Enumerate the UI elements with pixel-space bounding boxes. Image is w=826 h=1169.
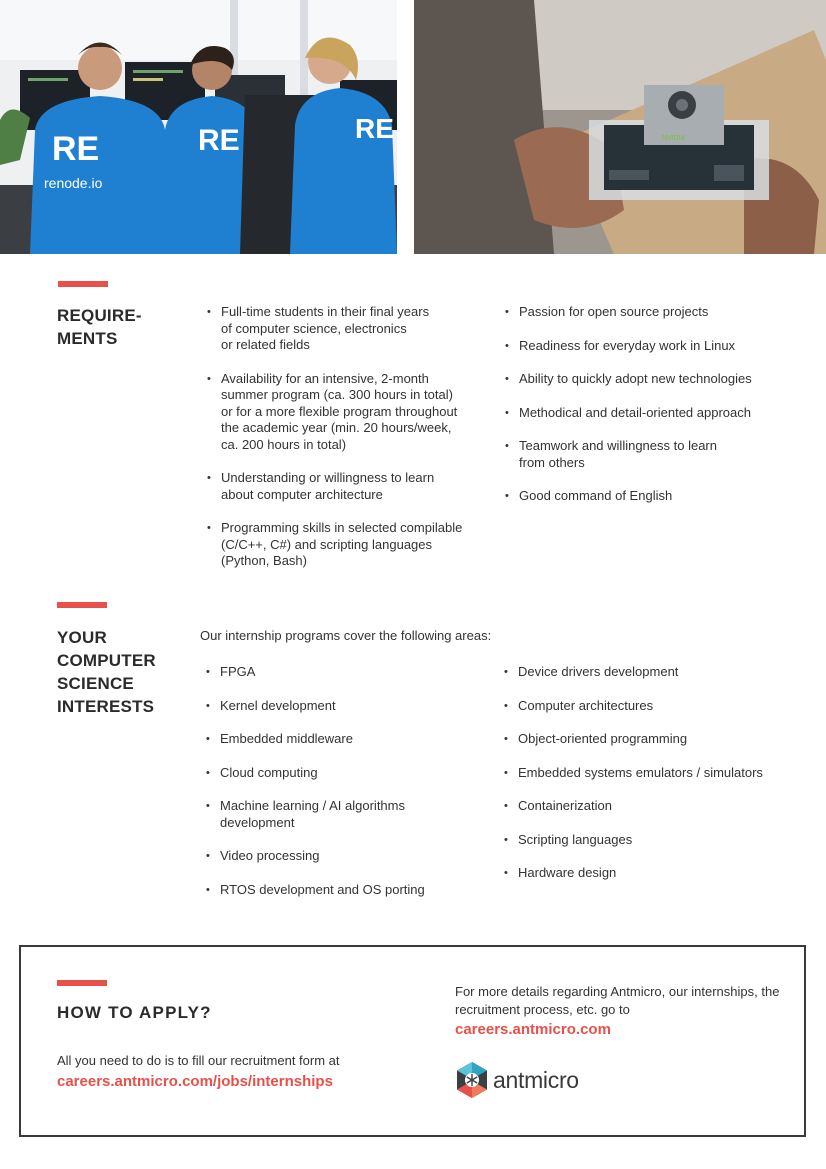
list-item: • Readiness for everyday work in Linux [503, 338, 803, 355]
antmicro-logo [455, 1061, 579, 1099]
hardware-photo [414, 0, 826, 254]
shirt-logo-3: RE [355, 113, 394, 144]
list-item: • Methodical and detail-oriented approach [503, 405, 803, 422]
apply-box [19, 945, 806, 1137]
list-item: • Computer architectures [502, 698, 812, 715]
list-item: • Device drivers development [502, 664, 812, 681]
list-item: • FPGA [204, 664, 489, 681]
list-item: • Machine learning / AI algorithms development [204, 798, 489, 831]
list-item: • Full-time students in their final years of computer science, electronics or related fields [205, 304, 485, 354]
hardware-photo-illustration [414, 0, 826, 254]
shirt-logo-1: RE [52, 130, 100, 168]
shirt-logo-2: RE [198, 124, 240, 157]
list-item: • Object-oriented programming [502, 731, 812, 748]
list-item: • Passion for open source projects [503, 304, 803, 321]
list-item: • Cloud computing [204, 765, 489, 782]
requirements-list-right [503, 304, 803, 505]
antmicro-logo-icon [455, 1061, 489, 1099]
antmicro-logo-text: antmicro [493, 1066, 579, 1093]
list-item: • Kernel development [204, 698, 489, 715]
list-item: • Containerization [502, 798, 812, 815]
interests-list-right [502, 664, 812, 882]
apply-accent-bar [57, 980, 107, 986]
requirements-list-left [205, 304, 485, 570]
interests-list-left [204, 664, 489, 898]
interests-accent-bar [57, 602, 107, 608]
requirements-accent-bar [58, 281, 108, 287]
list-item: • Understanding or willingness to learn about computer architecture [205, 470, 485, 503]
list-item: • Teamwork and willingness to learn from others [503, 438, 803, 471]
list-item: • Good command of English [503, 488, 803, 505]
interests-title: YOUR COMPUTER SCIENCE INTERESTS [57, 628, 156, 716]
internships-link[interactable]: careers.antmicro.com/jobs/internships [57, 1073, 333, 1090]
requirements-title: REQUIRE- MENTS [57, 306, 142, 348]
list-item: • Availability for an intensive, 2-month summer program (ca. 300 hours in total) or for a more flexible program throughout the academic year (min. 20 hours/week, ca. 200 hours in total) [205, 371, 485, 454]
details-text: For more details regarding Antmicro, our internships, the recruitment process, etc. go to [455, 984, 780, 1017]
board-label: NVIDIA [662, 135, 686, 142]
team-photo-illustration [0, 0, 397, 254]
list-item: • Embedded middleware [204, 731, 489, 748]
apply-text: All you need to do is to fill our recruitment form at [57, 1053, 340, 1068]
careers-link[interactable]: careers.antmicro.com [455, 1021, 611, 1038]
list-item: • Hardware design [502, 865, 812, 882]
list-item: • Programming skills in selected compilable (C/C++, C#) and scripting languages (Python, Bash) [205, 520, 485, 570]
list-item: • RTOS development and OS porting [204, 882, 489, 899]
shirt-text: renode.io [44, 175, 103, 191]
team-photo [0, 0, 397, 254]
list-item: • Video processing [204, 848, 489, 865]
list-item: • Ability to quickly adopt new technologies [503, 371, 803, 388]
apply-title: HOW TO APPLY? [57, 1003, 212, 1022]
interests-intro: Our internship programs cover the following areas: [200, 628, 492, 643]
list-item: • Embedded systems emulators / simulators [502, 765, 812, 782]
list-item: • Scripting languages [502, 832, 812, 849]
